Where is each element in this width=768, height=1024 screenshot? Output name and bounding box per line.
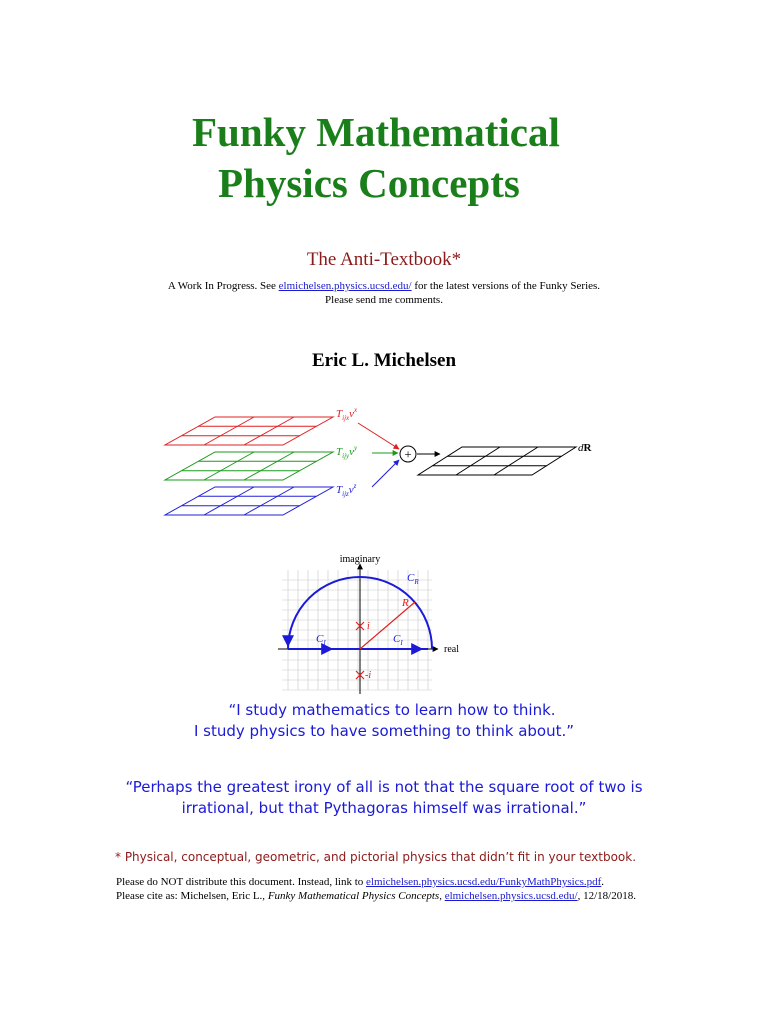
real-axis-label: real — [444, 644, 459, 655]
citation-title: Funky Mathematical Physics Concepts — [267, 890, 440, 902]
quote-mathematics-physics — [0, 700, 768, 742]
quote1-line2: I study physics to have something to think about.” — [193, 722, 575, 740]
x-arrow — [358, 423, 399, 449]
citation-date: , 12/18/2018. — [577, 890, 636, 902]
quote2-line1: “Perhaps the greatest irony of all is not that the square root of two is — [125, 778, 643, 796]
z-component-grid — [165, 487, 333, 515]
quote2-line2: irrational, but that Pythagoras himself was irrational.” — [181, 799, 587, 817]
distribution-prefix: Please do NOT distribute this document. Instead, link to — [116, 876, 367, 888]
CI-label-right: $C_I$ — [393, 633, 403, 647]
quote1-line1: “I study mathematics to learn how to think. — [228, 701, 556, 719]
CR-label: $C_R$ — [407, 572, 419, 586]
subtitle: The Anti-Textbook* — [306, 249, 462, 270]
imaginary-axis-label: imaginary — [339, 554, 381, 565]
result-grid — [418, 447, 576, 475]
wip-suffix: for the latest versions of the Funky Series. — [411, 280, 601, 292]
tensor-contraction-diagram — [150, 395, 610, 525]
title-line-1: Funky Mathematical — [192, 109, 560, 155]
title-line-2: Physics Concepts — [218, 160, 520, 206]
complex-plane-contour-diagram — [270, 548, 480, 698]
dR-label: dR — [578, 442, 592, 454]
CI-label-left: $C_I$ — [316, 633, 326, 647]
quote-pythagoras — [0, 777, 768, 819]
plus-sign: + — [404, 446, 412, 462]
wip-line-2: Please send me comments. — [325, 293, 443, 306]
ty-label: $T_{ijy}v^y$ — [336, 444, 358, 460]
tz-label: $T_{ijz}v^z$ — [336, 482, 357, 498]
distribution-suffix: . — [601, 876, 605, 888]
R-label: R — [402, 597, 409, 609]
pole-neg-i-label: -i — [365, 670, 372, 681]
x-component-grid — [165, 417, 333, 445]
author-name: Eric L. Michelsen — [311, 350, 457, 371]
distribution-notice — [116, 875, 604, 889]
pole-i-label: i — [367, 621, 370, 632]
anti-textbook-footnote: * Physical, conceptual, geometric, and pictorial physics that didn’t fit in your textbook. — [115, 850, 637, 864]
citation-separator: , — [439, 890, 445, 902]
citation-prefix: Please cite as: Michelsen, Eric L., — [116, 890, 268, 902]
z-arrow — [372, 460, 399, 487]
citation-notice — [116, 889, 636, 903]
y-component-grid — [165, 452, 333, 480]
work-in-progress-note — [0, 280, 768, 308]
pdf-link[interactable]: elmichelsen.physics.ucsd.edu/FunkyMathPhysics.pdf — [366, 876, 602, 888]
funky-series-link[interactable]: elmichelsen.physics.ucsd.edu/ — [278, 280, 412, 292]
citation-link[interactable]: elmichelsen.physics.ucsd.edu/ — [444, 890, 578, 902]
wip-prefix: A Work In Progress. See — [167, 280, 279, 292]
tx-label: $T_{ijx}v^x$ — [336, 406, 358, 422]
